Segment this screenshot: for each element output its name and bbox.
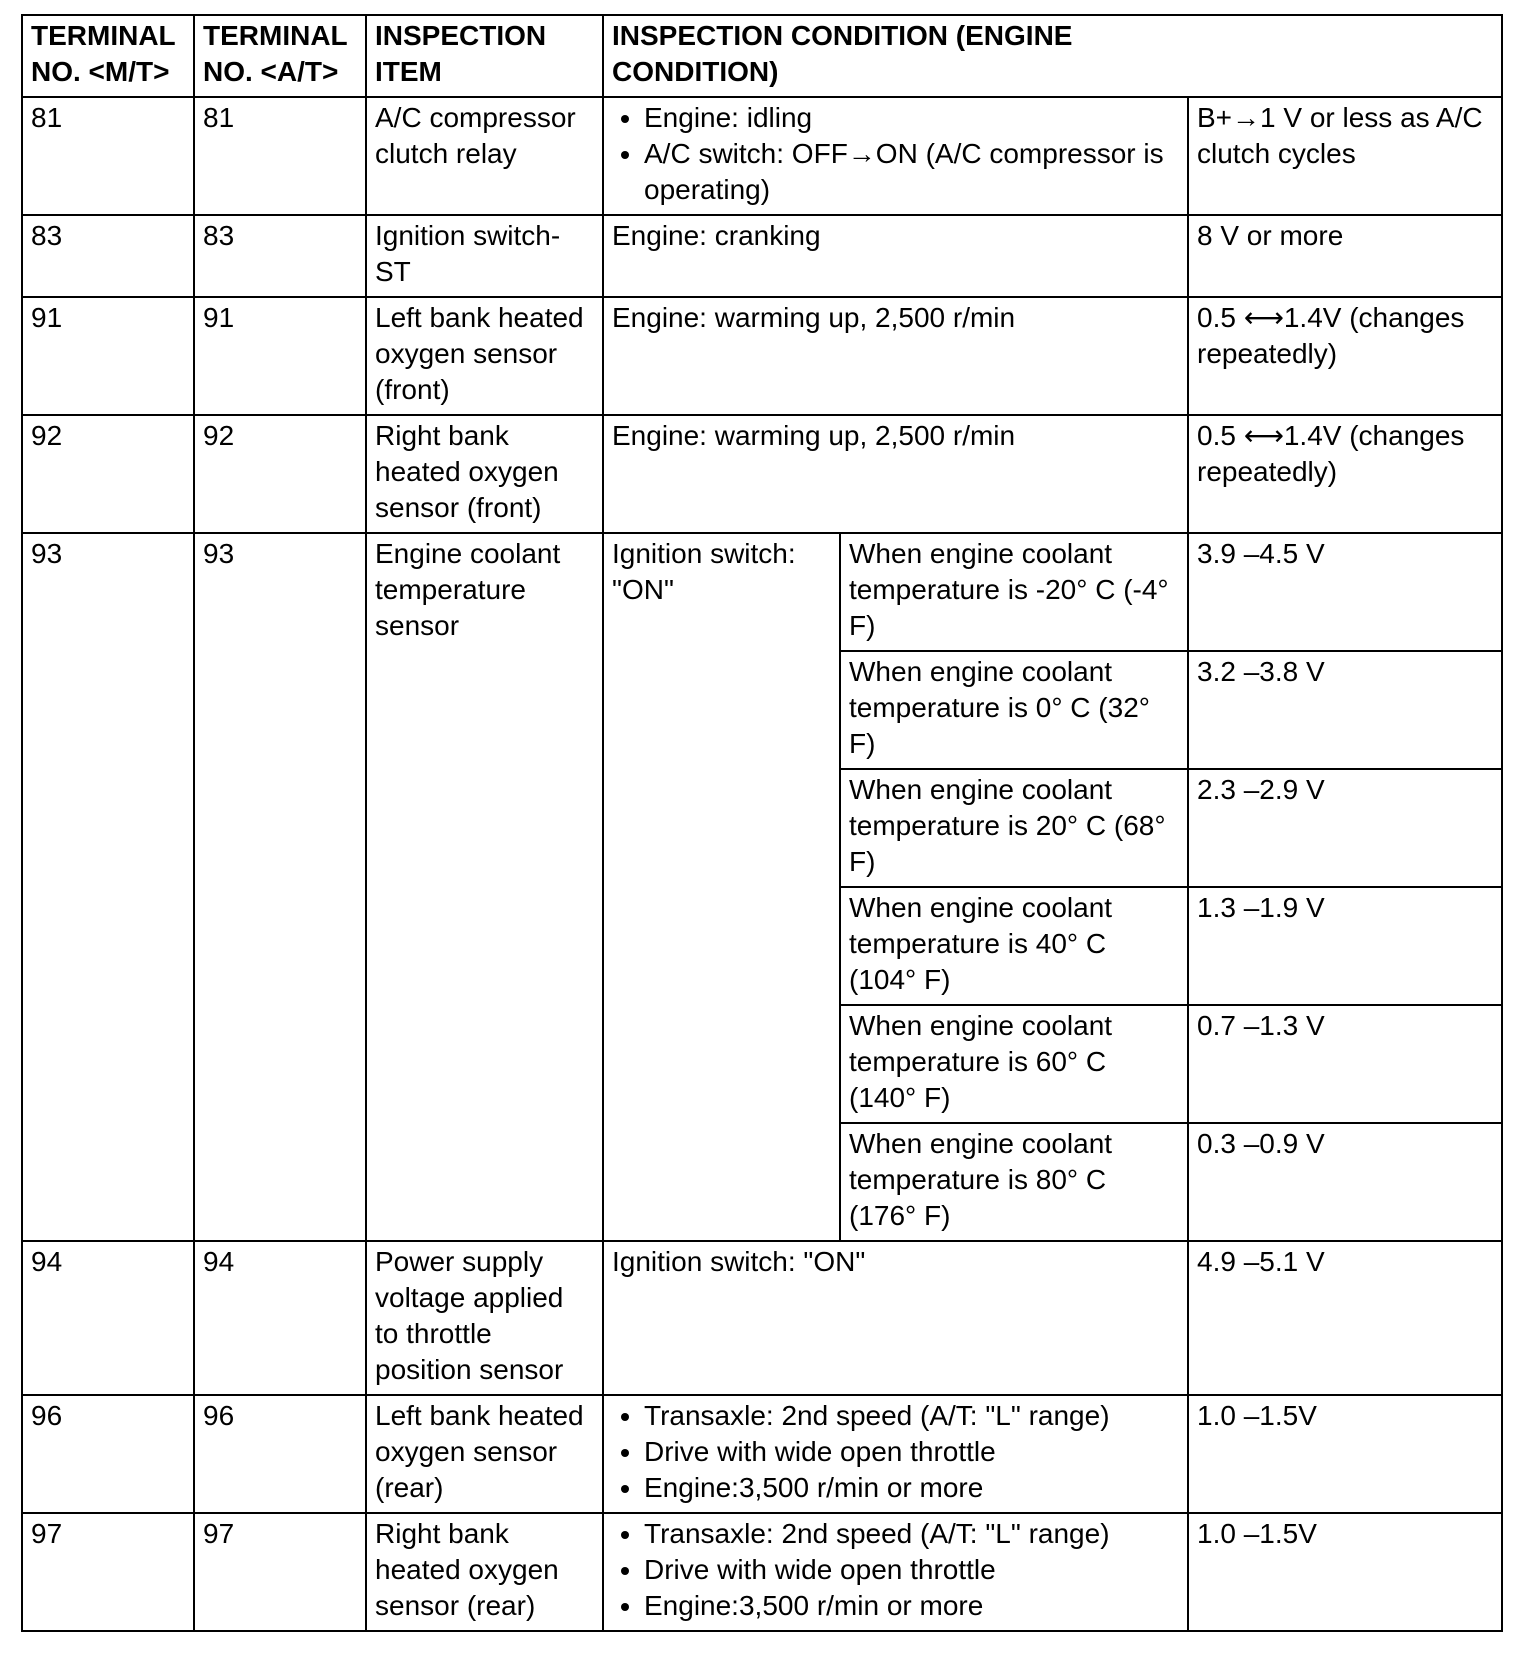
terminal-mt-cell: 94 <box>22 1241 194 1395</box>
condition-list-item: • Transaxle: 2nd speed (A/T: "L" range) <box>644 1516 1179 1552</box>
condition-list <box>612 1516 1179 1624</box>
inspection-item-cell: Right bank heated oxygen sensor (front) <box>366 415 603 533</box>
inspection-item-cell: Left bank heated oxygen sensor (rear) <box>366 1395 603 1513</box>
normal-condition-cell: 0.5 ⟷1.4V (changes repeatedly) <box>1188 297 1502 415</box>
terminal-mt-cell: 83 <box>22 215 194 297</box>
normal-condition-cell: 0.5 ⟷1.4V (changes repeatedly) <box>1188 415 1502 533</box>
inspection-item-cell: Power supply voltage applied to throttle position sensor <box>366 1241 603 1395</box>
inspection-condition-cell: Engine: warming up, 2,500 r/min <box>603 297 1188 415</box>
terminal-mt-cell: 81 <box>22 97 194 215</box>
condition-list-item: • Engine: idling <box>644 100 1179 136</box>
normal-condition-cell: 3.9 –4.5 V <box>1188 533 1502 651</box>
terminal-at-cell: 81 <box>194 97 366 215</box>
condition-list-item: • Engine:3,500 r/min or more <box>644 1470 1179 1506</box>
terminal-mt-cell: 91 <box>22 297 194 415</box>
normal-condition-cell: 0.3 –0.9 V <box>1188 1123 1502 1241</box>
header-inspection-item: INSPECTION ITEM <box>366 15 603 97</box>
terminal-at-cell: 97 <box>194 1513 366 1631</box>
inspection-condition-cell: Engine: cranking <box>603 215 1188 297</box>
inspection-item-cell: A/C compressor clutch relay <box>366 97 603 215</box>
condition-list-item: • Transaxle: 2nd speed (A/T: "L" range) <box>644 1398 1179 1434</box>
header-terminal-mt: TERMINAL NO. <M/T> <box>22 15 194 97</box>
terminal-mt-cell: 93 <box>22 533 194 1241</box>
normal-condition-cell: 4.9 –5.1 V <box>1188 1241 1502 1395</box>
inspection-condition-cell: Ignition switch: "ON" <box>603 1241 1188 1395</box>
normal-condition-cell: B+→1 V or less as A/C clutch cycles <box>1188 97 1502 215</box>
condition-list-item: • Drive with wide open throttle <box>644 1552 1179 1588</box>
condition-list-item: • Engine:3,500 r/min or more <box>644 1588 1179 1624</box>
normal-condition-cell: 1.3 –1.9 V <box>1188 887 1502 1005</box>
coolant-temp-condition-cell: When engine coolant temperature is -20° C (-4° F) <box>840 533 1188 651</box>
condition-list-item: • Drive with wide open throttle <box>644 1434 1179 1470</box>
coolant-temp-condition-cell: When engine coolant temperature is 40° C (104° F) <box>840 887 1188 1005</box>
condition-list <box>612 1398 1179 1506</box>
header-inspection-condition <box>603 15 1502 97</box>
terminal-at-cell: 92 <box>194 415 366 533</box>
inspection-condition-cell <box>603 97 1188 215</box>
terminal-mt-cell: 92 <box>22 415 194 533</box>
inspection-item-cell: Right bank heated oxygen sensor (rear) <box>366 1513 603 1631</box>
header-inspection-condition-text: INSPECTION CONDITION (ENGINE CONDITION) <box>612 20 1073 87</box>
terminal-mt-cell: 97 <box>22 1513 194 1631</box>
coolant-temp-condition-cell: When engine coolant temperature is 20° C (68° F) <box>840 769 1188 887</box>
terminal-at-cell: 96 <box>194 1395 366 1513</box>
terminal-at-cell: 83 <box>194 215 366 297</box>
terminal-mt-cell: 96 <box>22 1395 194 1513</box>
table-row-91 <box>22 297 1502 415</box>
table-row-94 <box>22 1241 1502 1395</box>
inspection-condition-cell <box>603 1395 1188 1513</box>
normal-condition-cell: 0.7 –1.3 V <box>1188 1005 1502 1123</box>
table-row-92 <box>22 415 1502 533</box>
coolant-temp-condition-cell: When engine coolant temperature is 60° C (140° F) <box>840 1005 1188 1123</box>
terminal-at-cell: 94 <box>194 1241 366 1395</box>
terminal-at-cell: 91 <box>194 297 366 415</box>
header-terminal-at: TERMINAL NO. <A/T> <box>194 15 366 97</box>
table-row-93 <box>22 533 1502 651</box>
table-row-96 <box>22 1395 1502 1513</box>
coolant-temp-condition-cell: When engine coolant temperature is 80° C (176° F) <box>840 1123 1188 1241</box>
normal-condition-cell: 1.0 –1.5V <box>1188 1395 1502 1513</box>
inspection-condition-cell: Engine: warming up, 2,500 r/min <box>603 415 1188 533</box>
condition-list <box>612 100 1179 208</box>
inspection-item-cell: Left bank heated oxygen sensor (front) <box>366 297 603 415</box>
inspection-condition-cell <box>603 1513 1188 1631</box>
terminal-at-cell: 93 <box>194 533 366 1241</box>
inspection-item-cell: Engine coolant temperature sensor <box>366 533 603 1241</box>
table-row-83 <box>22 215 1502 297</box>
normal-condition-cell: 8 V or more <box>1188 215 1502 297</box>
condition-list-item: • A/C switch: OFF→ON (A/C compressor is operating) <box>644 136 1179 208</box>
table-row-97 <box>22 1513 1502 1631</box>
inspection-condition-cell: Ignition switch: "ON" <box>603 533 840 1241</box>
coolant-temp-condition-cell: When engine coolant temperature is 0° C (32° F) <box>840 651 1188 769</box>
terminal-inspection-table <box>21 14 1503 1632</box>
normal-condition-cell: 2.3 –2.9 V <box>1188 769 1502 887</box>
normal-condition-cell: 1.0 –1.5V <box>1188 1513 1502 1631</box>
table-row-81 <box>22 97 1502 215</box>
header-row <box>22 15 1502 97</box>
inspection-item-cell: Ignition switch-ST <box>366 215 603 297</box>
normal-condition-cell: 3.2 –3.8 V <box>1188 651 1502 769</box>
